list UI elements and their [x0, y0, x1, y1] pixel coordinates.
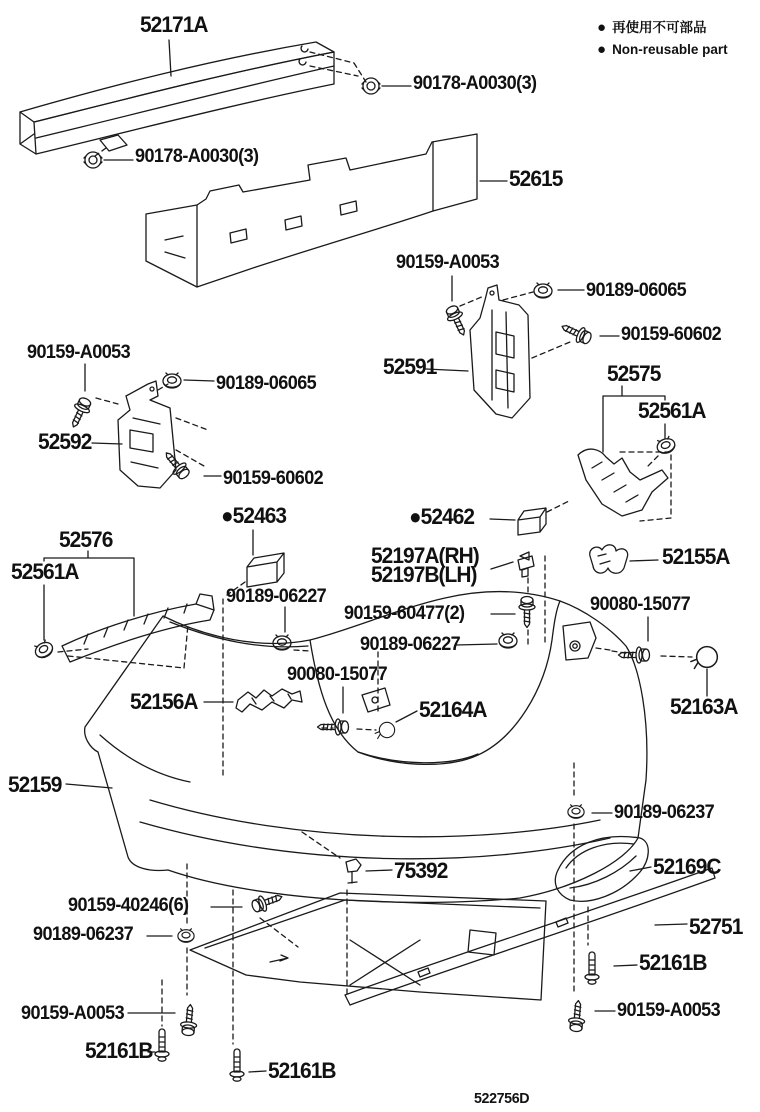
screw-icon: [180, 1004, 199, 1036]
grommet-icon: [691, 647, 717, 669]
part-label-52164a: 52164A: [419, 697, 487, 722]
part-label-90159-a0053-bl: 90159-A0053: [21, 1003, 125, 1024]
part-label-52576: 52576: [59, 527, 113, 552]
clip-75392-drawing: [346, 859, 361, 883]
screw-icon: [559, 319, 594, 347]
part-label-52171a: 52171A: [140, 12, 208, 37]
part-label-52197b: 52197B(LH): [371, 562, 477, 587]
part-label-52561a-l: 52561A: [11, 559, 79, 584]
push-rivet-icon: [230, 1049, 244, 1081]
retainer-clip-52197-drawing: [518, 552, 534, 577]
legend-en-text: Non-reusable part: [612, 41, 728, 57]
spacer-box-52462-drawing: [518, 508, 546, 535]
part-label-90189-06227-2: 90189-06227: [360, 634, 461, 655]
clip-nut-icon: [32, 639, 55, 661]
legend-non-reusable-en: [597, 42, 728, 57]
non-reusable-dot-icon: ●: [597, 41, 607, 58]
diagram-code: 522756D: [474, 1090, 530, 1107]
clip-nut-icon: [568, 805, 584, 819]
part-label-90189-06237-r: 90189-06237: [614, 802, 715, 823]
part-label-52156a: 52156A: [130, 689, 198, 714]
part-label-90189-06065-l: 90189-06065: [216, 373, 317, 394]
push-rivet-icon: [585, 952, 599, 984]
part-label-52561a-r: 52561A: [638, 398, 706, 423]
part-label-52161b-b: 52161B: [268, 1058, 336, 1083]
part-label-90178-right: 90178-A0030(3): [413, 73, 537, 94]
screw-icon: [443, 303, 471, 338]
retainer-52155a-drawing: [590, 545, 628, 573]
part-label-90159-a0053-br: 90159-A0053: [617, 1000, 721, 1021]
part-label-52163a: 52163A: [670, 694, 738, 719]
lower-spoiler-drawing: [345, 868, 715, 1005]
part-label-52615: 52615: [509, 166, 563, 191]
part-label-75392: 75392: [394, 858, 448, 883]
part-label-52592: 52592: [38, 429, 92, 454]
screw-icon: [568, 1000, 587, 1032]
screw-icon: [619, 647, 650, 663]
retainer-52156a-drawing: [236, 689, 302, 712]
lower-deflector-drawing: [190, 893, 546, 1000]
screw-icon: [66, 395, 94, 430]
grommet-icon: [375, 722, 395, 738]
clip-nut-icon: [534, 283, 552, 298]
legend-non-reusable-jp: [597, 20, 707, 35]
screw-icon: [160, 448, 192, 482]
clip-nut-icon: [499, 633, 517, 648]
screw-icon: [519, 597, 535, 628]
part-label-52591: 52591: [383, 354, 437, 379]
part-label-52161b-r: 52161B: [639, 950, 707, 975]
part-label-52463: ●52463: [221, 503, 287, 528]
part-label-90159-a0053-c: 90159-A0053: [396, 252, 500, 273]
nut-icon: [84, 152, 102, 168]
part-label-52462: ●52462: [409, 504, 475, 529]
side-support-rh-drawing: [470, 285, 530, 418]
part-label-52159: 52159: [8, 772, 62, 797]
spacer-box-52463-drawing: [247, 553, 284, 587]
clip-nut-icon: [178, 929, 194, 943]
part-label-90159-60602-r: 90159-60602: [621, 324, 722, 345]
part-label-90159-60602-l: 90159-60602: [223, 468, 324, 489]
non-reusable-dot-icon: ●: [597, 19, 607, 36]
part-label-90080-15077-m: 90080-15077: [287, 664, 388, 685]
push-rivet-icon: [155, 1029, 169, 1061]
part-label-90159-60477: 90159-60477(2): [344, 603, 465, 624]
part-label-90189-06237-l: 90189-06237: [33, 924, 134, 945]
bumper-reinforcement-drawing: [20, 42, 334, 154]
part-label-52197a: 52197A(RH): [371, 543, 479, 568]
part-label-90159-a0053-l: 90159-A0053: [27, 342, 131, 363]
part-label-52575: 52575: [607, 361, 661, 386]
side-support-lh-drawing: [118, 381, 176, 488]
part-label-90159-40246: 90159-40246(6): [68, 895, 189, 916]
part-label-90178-left: 90178-A0030(3): [135, 146, 259, 167]
part-label-52169c: 52169C: [653, 854, 721, 879]
part-label-52161b-l: 52161B: [85, 1038, 153, 1063]
part-label-90189-06065-r: 90189-06065: [586, 280, 687, 301]
part-label-90189-06227-1: 90189-06227: [226, 586, 327, 607]
part-label-52155a: 52155A: [662, 544, 730, 569]
legend-jp-text: 再使用不可部品: [612, 19, 707, 35]
part-label-52751: 52751: [689, 914, 743, 939]
part-label-90080-15077-r: 90080-15077: [590, 594, 691, 615]
